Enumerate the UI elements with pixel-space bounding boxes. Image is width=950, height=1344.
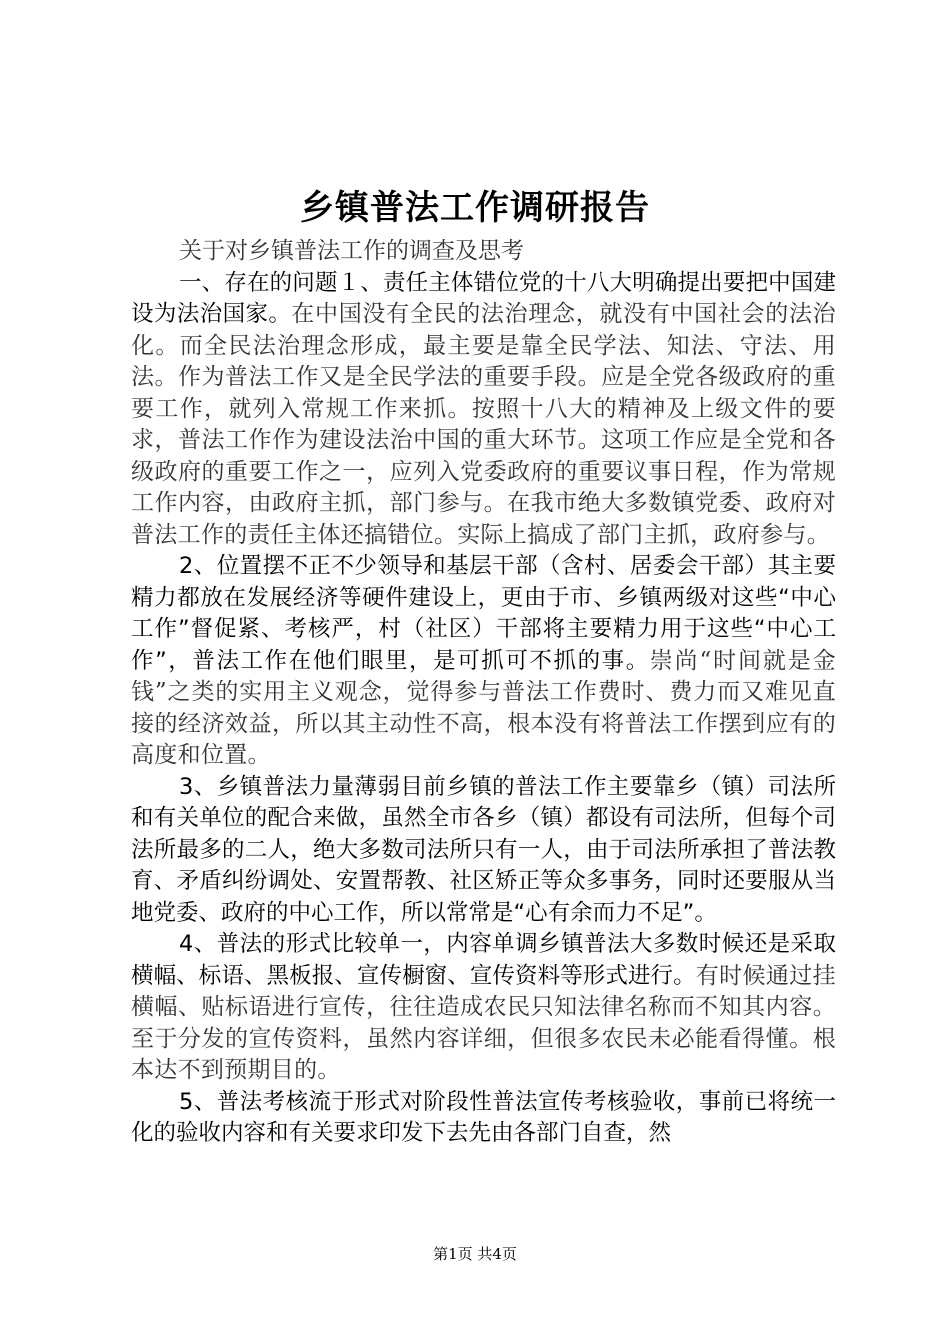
paragraph-3 bbox=[131, 772, 836, 930]
paragraph-1-rest: 在中国没有全民的法治理念，就没有中国社会的法治化。而全民法治理念形成，最主要是靠全民学法、知法、守法、用法。作为普法工作又是全民学法的重要手段。应是全党各级政府的重要工作，就列入常规工作来抓。按照十八大的精神及上级文件的要求，普法工作作为建设法治中国的重大环节。这项工作应是全党和各级政府的重要工作之一，应列入党委政府的重要议事日程，作为常规工作内容，由政府主抓，部门参与。在我市绝大多数镇党委、政府对普法工作的责任主体还搞错位。实际上搞成了部门主抓，政府参与。 bbox=[131, 301, 836, 548]
paragraph-2 bbox=[131, 551, 836, 772]
paragraph-4-rest: 有时候通过挂横幅、贴标语进行宣传，往往造成农民只知法律名称而不知其内容。至于分发的宣传资料，虽然内容详细，但很多农民未必能看得懂。根本达不到预期目的。 bbox=[131, 962, 836, 1083]
paragraph-1-lead: 一、存在的问题１、责任主体错位党的十八大明确提出要把中国建设为法治国家。 bbox=[131, 269, 836, 327]
paragraph-3-lead: 3、乡镇普法力量薄弱目前乡镇的普法工作主要靠乡（镇）司法所和有关单位的配合来做，虽然全市各乡（镇）都设有司法所，但每个司法所最多的二人，绝大多数司法所只有一人，由于司法所承担了普法教育、矛盾纠纷调处、安置帮教、社区矫正等众多事务，同时还要服从当地党委、政府的中心工作，所以常常是“心有余而力不足”。 bbox=[131, 773, 836, 926]
paragraph-4-lead: 4、普法的形式比较单一，内容单调乡镇普法大多数时候还是采取横幅、标语、黑板报、宣传橱窗、宣传资料等形式进行。 bbox=[131, 931, 836, 989]
paragraph-5-lead: 5、普法考核流于形式对阶段性普法宣传考核验收，事前已将统一化的验收内容和有关要求印发下去先由各部门自查，然 bbox=[131, 1088, 836, 1146]
paragraph-2-rest: 崇尚“时间就是金钱”之类的实用主义观念，觉得参与普法工作费时、费力而又难见直接的经济效益，所以其主动性不高，根本没有将普法工作摆到应有的高度和位置。 bbox=[131, 647, 836, 768]
paragraph-4 bbox=[131, 929, 836, 1087]
document-body bbox=[131, 236, 836, 1150]
document-title: 乡镇普法工作调研报告 bbox=[300, 188, 650, 228]
paragraph-1 bbox=[131, 268, 836, 552]
paragraph-5 bbox=[131, 1087, 836, 1150]
page-number-footer: 第1页 共4页 bbox=[433, 1245, 517, 1263]
paragraph-2-lead: 2、位置摆不正不少领导和基层干部（含村、居委会干部）其主要精力都放在发展经济等硬件建设上，更由于市、乡镇两级对这些“中心工作”督促紧、考核严，村（社区）干部将主要精力用于这些“中心工作”，普法工作在他们眼里，是可抓可不抓的事。 bbox=[131, 553, 836, 674]
document-subtitle: 关于对乡镇普法工作的调查及思考 bbox=[179, 238, 524, 264]
